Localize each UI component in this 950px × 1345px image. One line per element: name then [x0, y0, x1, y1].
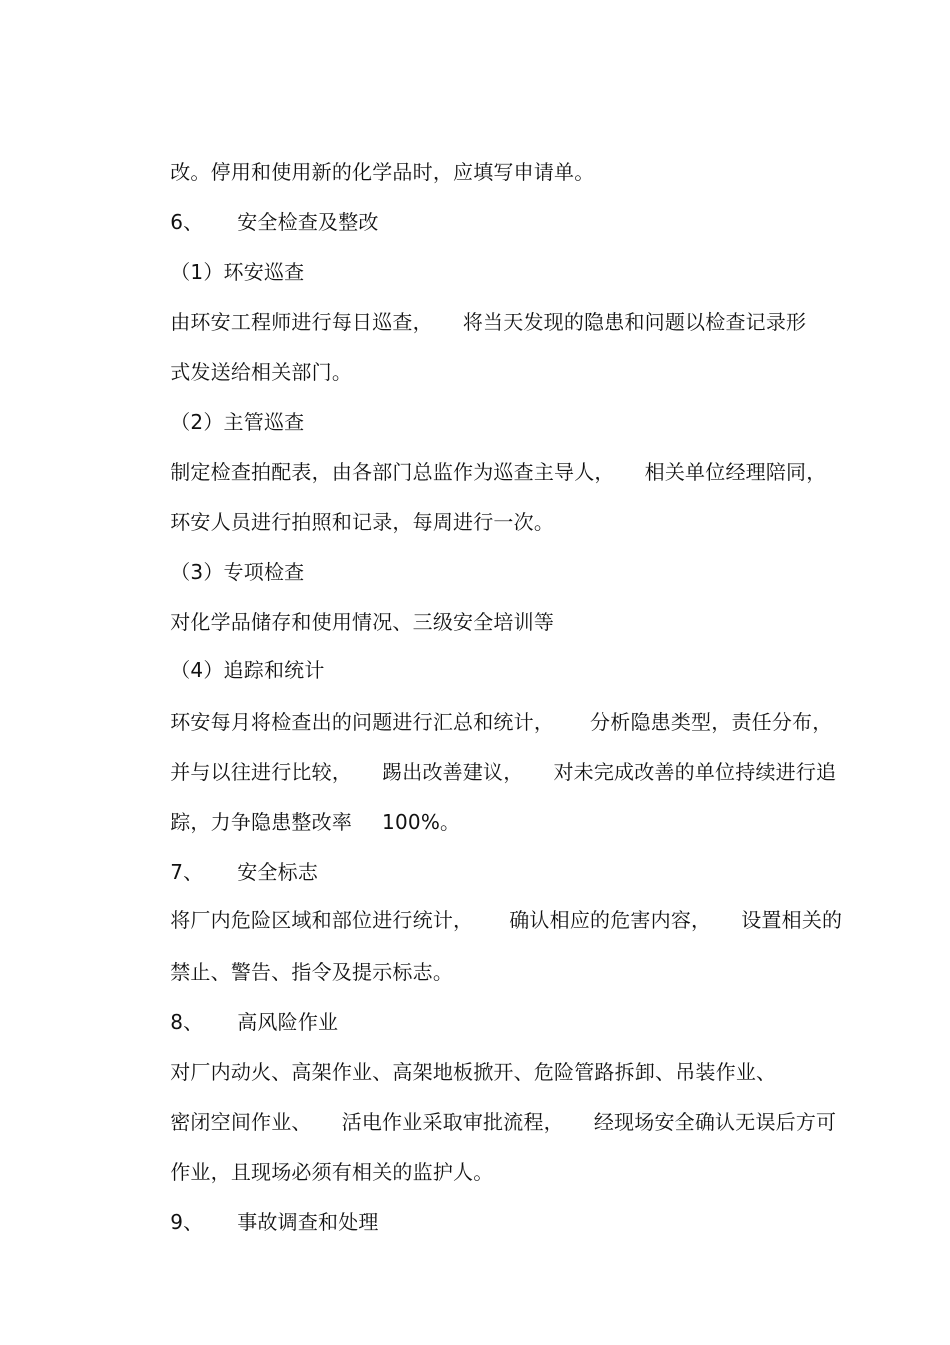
section-title: 事故调查和处理 — [237, 1210, 379, 1234]
text: 环安每月将检查出的问题进行汇总和统计， — [170, 710, 555, 734]
paragraph-line — [144, 777, 461, 834]
section-title: 安全标志 — [237, 860, 319, 884]
section-heading-9 — [144, 1177, 379, 1234]
paragraph-line — [144, 1027, 777, 1084]
text: 100%。 — [382, 810, 461, 834]
text: 设置相关的 — [741, 908, 843, 932]
subsection-heading-3 — [144, 527, 305, 584]
section-title: 高风险作业 — [237, 1010, 339, 1034]
paragraph-line — [144, 477, 555, 534]
section-title: 安全检查及整改 — [237, 210, 379, 234]
paragraph-line — [144, 577, 555, 634]
text: 确认相应的危害内容， — [509, 908, 712, 932]
section-heading-8 — [144, 977, 339, 1034]
text: 制定检查拍配表，由各部门总监作为巡查主导人， — [170, 460, 615, 484]
paragraph-line — [144, 327, 353, 384]
text: 式发送给相关部门。 — [170, 360, 353, 384]
subsection-title: （1）环安巡查 — [170, 260, 305, 284]
paragraph-line — [144, 875, 843, 932]
subsection-title: （4）追踪和统计 — [170, 658, 325, 682]
section-heading-7 — [144, 827, 319, 884]
paragraph-line — [144, 927, 454, 984]
section-heading-6 — [144, 177, 379, 234]
text: 分析隐患类型，责任分布， — [590, 710, 833, 734]
text: 对未完成改善的单位持续进行追 — [553, 760, 837, 784]
paragraph-line — [144, 727, 837, 784]
text: 将厂内危险区域和部位进行统计， — [170, 908, 474, 932]
subsection-title: （3）专项检查 — [170, 560, 305, 584]
text: 改。停用和使用新的化学品时，应填写申请单。 — [170, 160, 595, 184]
paragraph-line — [144, 1077, 837, 1134]
section-number: 9、 — [170, 1210, 204, 1234]
paragraph-line — [144, 277, 807, 334]
text: 经现场安全确认无误后方可 — [593, 1110, 837, 1134]
paragraph-line — [144, 677, 833, 734]
section-number: 8、 — [170, 1010, 204, 1034]
subsection-heading-1 — [144, 227, 305, 284]
subsection-title: （2）主管巡查 — [170, 410, 305, 434]
subsection-heading-4 — [144, 625, 325, 682]
text: 并与以往进行比较， — [170, 760, 353, 784]
text: 作业，且现场必须有相关的监护人。 — [170, 1160, 494, 1184]
text: 踪，力争隐患整改率 — [170, 810, 353, 834]
text: 环安人员进行拍照和记录，每周进行一次。 — [170, 510, 555, 534]
paragraph-line — [144, 127, 595, 184]
text: 将当天发现的隐患和问题以检查记录形 — [462, 310, 807, 334]
paragraph-line — [144, 1127, 494, 1184]
section-number: 6、 — [170, 210, 204, 234]
text: 踢出改善建议， — [382, 760, 524, 784]
text: 相关单位经理陪同， — [644, 460, 827, 484]
text: 密闭空间作业、 — [170, 1110, 312, 1134]
section-number: 7、 — [170, 860, 204, 884]
text: 对化学品储存和使用情况、三级安全培训等 — [170, 610, 555, 634]
text: 对厂内动火、高架作业、高架地板掀开、危险管路拆卸、吊装作业、 — [170, 1060, 777, 1084]
text: 由环安工程师进行每日巡查， — [170, 310, 433, 334]
text: 活电作业采取审批流程， — [341, 1110, 564, 1134]
text: 禁止、警告、指令及提示标志。 — [170, 960, 454, 984]
subsection-heading-2 — [144, 377, 305, 434]
paragraph-line — [144, 427, 827, 484]
